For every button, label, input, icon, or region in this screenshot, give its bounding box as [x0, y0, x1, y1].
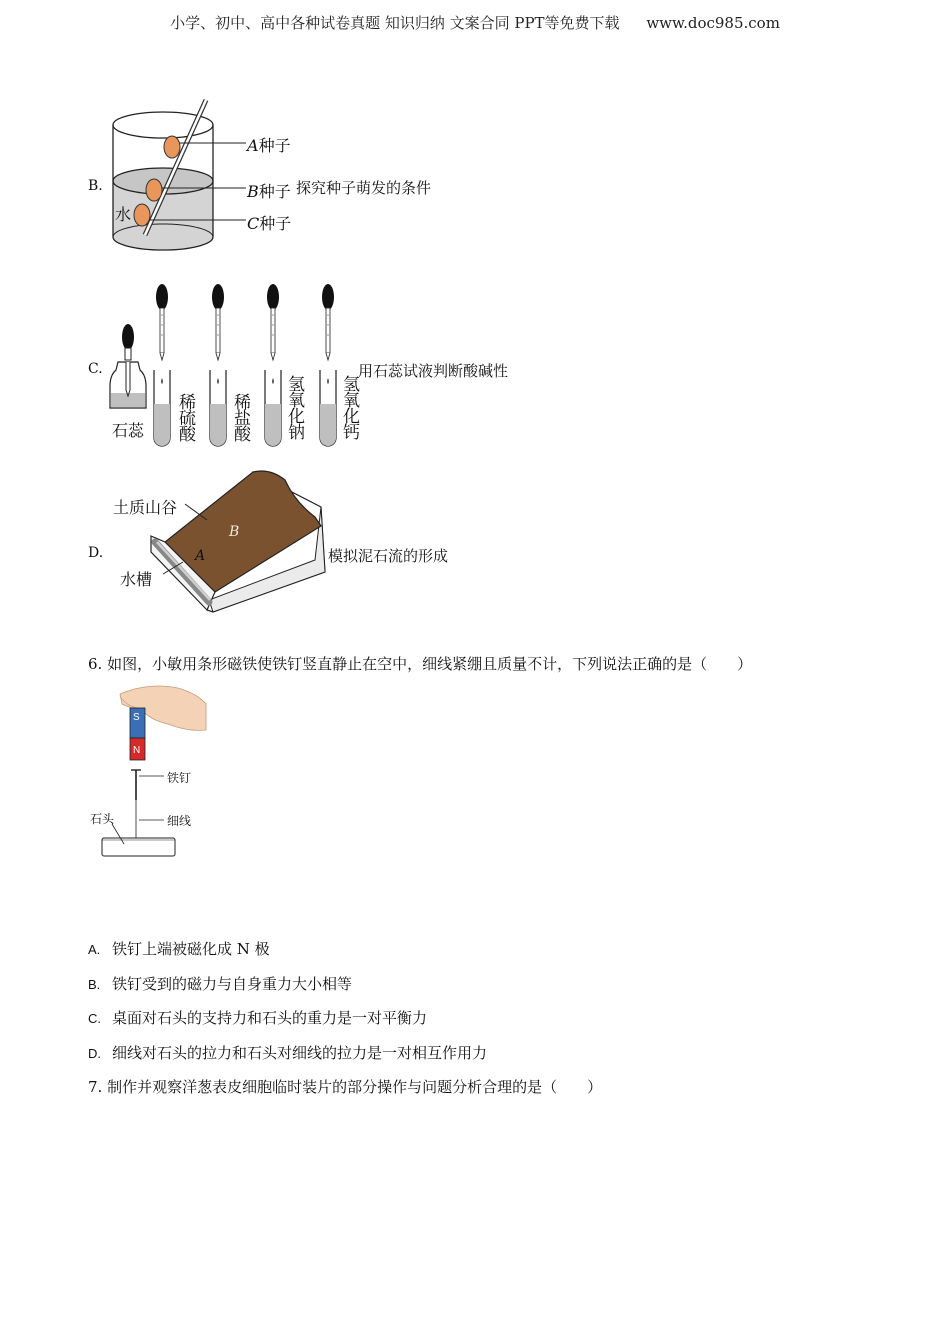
thread-label: 细线 — [167, 814, 192, 828]
magnet-s-label: S — [133, 712, 140, 723]
tube-3 — [265, 284, 281, 446]
litmus-label: 石蕊 — [112, 421, 145, 440]
page-header — [0, 12, 950, 33]
magnet-nail-figure — [98, 682, 228, 864]
mudslide-figure — [145, 462, 335, 617]
valley-label: 土质山谷 — [113, 498, 178, 517]
q7-stem: 7. 制作并观察洋葱表皮细胞临时装片的部分操作与问题分析合理的是（ ） — [88, 1078, 603, 1096]
stone-label: 石头 — [90, 812, 115, 826]
seed-b-label: B种子 — [247, 182, 291, 201]
q6-option-b[interactable]: B. 铁钉受到的磁力与自身重力大小相等 — [88, 975, 353, 993]
option-d-caption: 模拟泥石流的形成 — [328, 547, 449, 565]
q6-option-a[interactable]: A. 铁钉上端被磁化成 N 极 — [88, 940, 270, 958]
seed-c — [134, 204, 150, 226]
water-label: 水 — [115, 205, 132, 224]
option-b-caption: 探究种子萌发的条件 — [296, 179, 432, 197]
q6-stem: 6. 如图，小敏用条形磁铁使铁钉竖直静止在空中，细线紧绷且质量不计，下列说法正确的是（ ） — [88, 655, 753, 673]
option-d-letter: D. — [88, 545, 104, 561]
header-site-link[interactable]: www.doc985.com — [646, 14, 780, 32]
tube-3-label: 氢氧化钠 — [284, 375, 304, 439]
tube-2 — [210, 284, 226, 446]
q6-option-c[interactable]: C. 桌面对石头的支持力和石头的重力是一对平衡力 — [88, 1009, 428, 1027]
point-a-label: A — [195, 548, 206, 564]
option-c-caption: 用石蕊试液判断酸碱性 — [358, 362, 509, 380]
tube-1 — [154, 284, 170, 446]
nail-label: 铁钉 — [167, 771, 192, 785]
tube-1-label: 稀硫酸 — [175, 393, 195, 441]
tube-4 — [320, 284, 336, 446]
soil-b-label: B — [229, 524, 240, 540]
seed-a-label: A种子 — [247, 136, 291, 155]
seed-b — [146, 179, 162, 201]
magnet-n-label: N — [133, 745, 141, 756]
tank-label: 水槽 — [120, 570, 153, 589]
option-c-letter: C. — [88, 361, 103, 377]
seed-c-label: C种子 — [247, 214, 292, 233]
tube-4-label: 氢氧化钙 — [339, 375, 359, 439]
header-text: 小学、初中、高中各种试卷真题 知识归纳 文案合同 PPT等免费下载 — [170, 14, 620, 32]
q6-option-d[interactable]: D. 细线对石头的拉力和石头对细线的拉力是一对相互作用力 — [88, 1044, 488, 1062]
option-b-letter: B. — [88, 178, 103, 194]
tube-2-label: 稀盐酸 — [230, 393, 250, 441]
seed-a — [164, 136, 180, 158]
seed-beaker-figure — [100, 95, 300, 260]
